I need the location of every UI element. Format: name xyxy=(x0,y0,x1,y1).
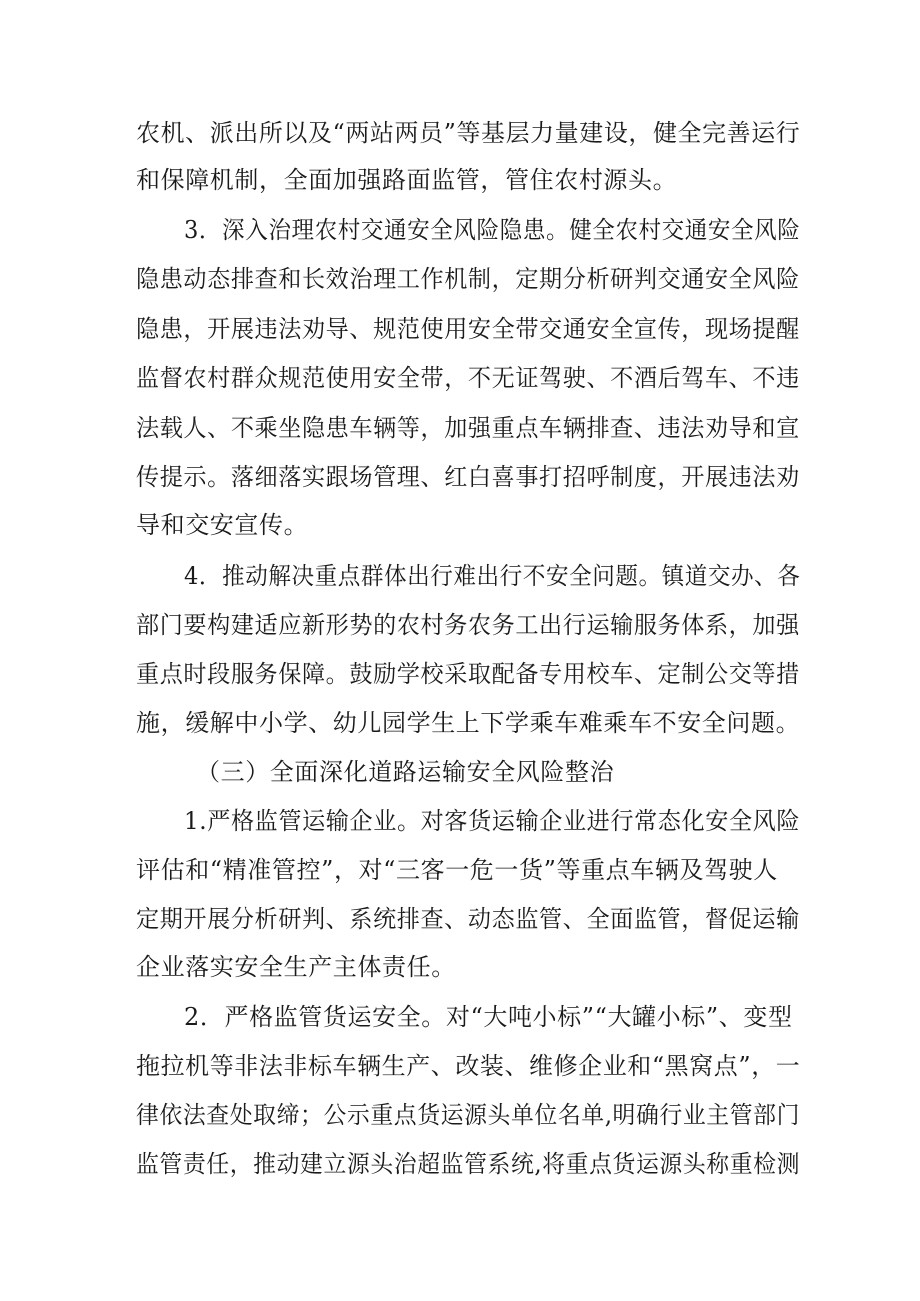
text-line: 拖拉机等非法非标车辆生产、改装、维修企业和“黑窝点”，一 xyxy=(136,1052,801,1080)
text-line: 隐患，开展违法劝导、规范使用安全带交通安全宣传，现场提醒 xyxy=(136,315,800,343)
text-line: 定期开展分析研判、系统排查、动态监管、全面监管，督促运输 xyxy=(136,905,800,933)
text-line: 隐患动态排查和长效治理工作机制，定期分析研判交通安全风险 xyxy=(136,265,800,293)
text-line: 评估和“精准管控”，对“三客一危一货”等重点车辆及驾驶人 xyxy=(136,856,778,884)
paragraph-start-3: 3．深入治理农村交通安全风险隐患。健全农村交通安全风险 xyxy=(184,216,801,244)
text-line: 法载人、不乘坐隐患车辆等，加强重点车辆排查、违法劝导和宣 xyxy=(136,414,800,442)
paragraph-start-4: 4．推动解决重点群体出行难出行不安全问题。镇道交办、各 xyxy=(184,562,801,590)
text-line: 重点时段服务保障。鼓励学校采取配备专用校车、定制公交等措 xyxy=(136,660,800,688)
text-line: 律依法查处取缔；公示重点货运源头单位名单,明确行业主管部门 xyxy=(136,1101,801,1129)
text-line: 监管责任，推动建立源头治超监管系统,将重点货运源头称重检测 xyxy=(136,1150,801,1178)
text-line: 和保障机制，全面加强路面监管，管住农村源头。 xyxy=(136,166,678,194)
text-line: 施，缓解中小学、幼儿园学生上下学乘车难乘车不安全问题。 xyxy=(136,709,801,737)
paragraph-start-1: 1.严格监管运输企业。对客货运输企业进行常态化安全风险 xyxy=(184,807,801,835)
text-line: 导和交安宣传。 xyxy=(136,511,309,539)
text-line: 企业落实安全生产主体责任。 xyxy=(136,953,456,981)
text-line: 农机、派出所以及“两站两员”等基层力量建设，健全完善运行 xyxy=(136,119,801,147)
text-line: 传提示。落细落实跟场管理、红白喜事打招呼制度，开展违法劝 xyxy=(136,463,800,491)
section-heading: （三）全面深化道路运输安全风险整治 xyxy=(196,758,615,786)
text-line: 部门要构建适应新形势的农村务农务工出行运输服务体系，加强 xyxy=(136,611,800,639)
text-line: 监督农村群众规范使用安全带，不无证驾驶、不酒后驾车、不违 xyxy=(136,364,800,392)
paragraph-start-2: 2．严格监管货运安全。对“大吨小标”“大罐小标”、变型 xyxy=(184,1003,793,1031)
